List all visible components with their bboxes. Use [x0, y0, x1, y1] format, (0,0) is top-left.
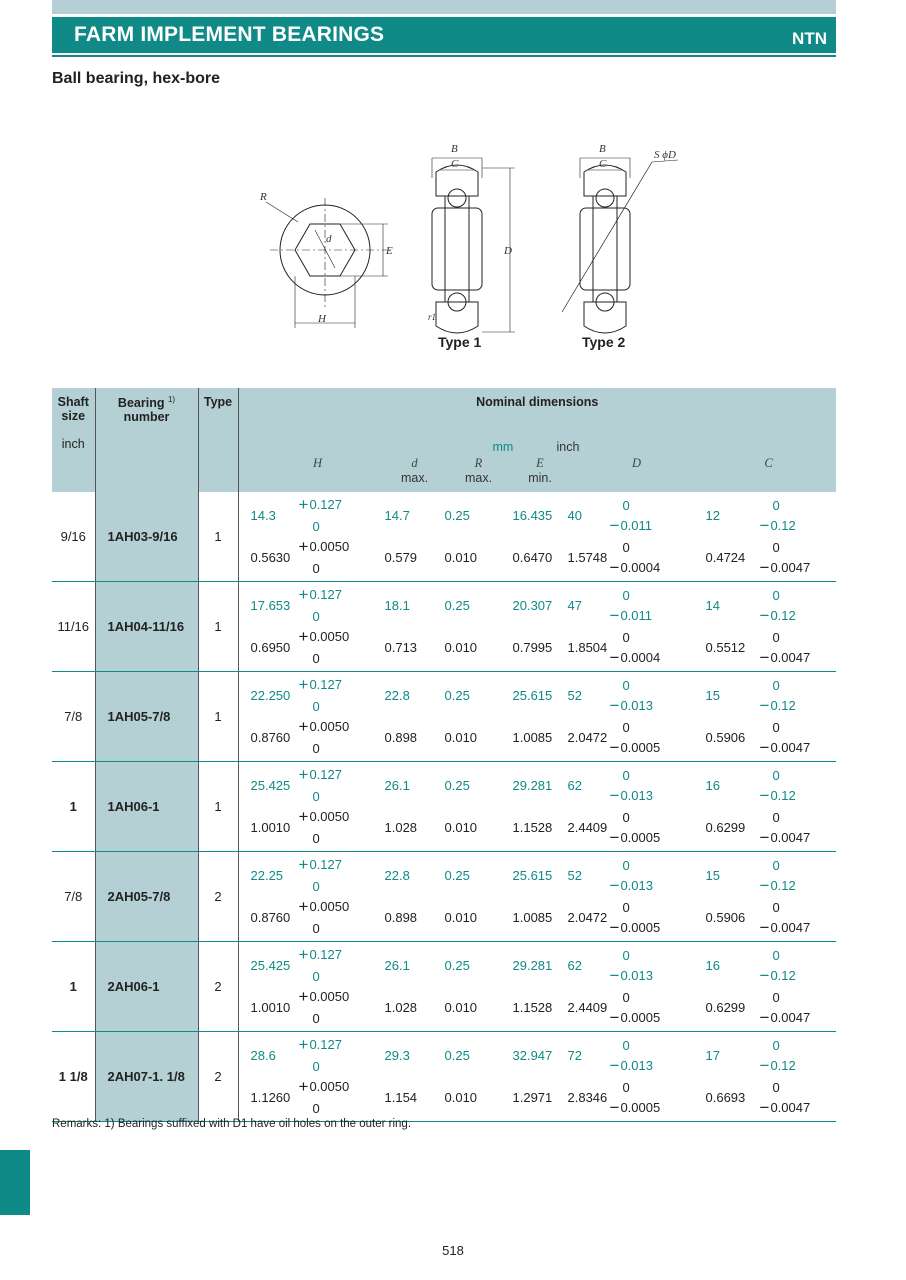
table-row	[52, 942, 836, 1032]
cell-d-mm: 22.8	[384, 688, 410, 703]
cell-D-in-tol-up: 0	[622, 989, 630, 1005]
cell-E-mm: 25.615	[512, 868, 553, 883]
section-title: FARM IMPLEMENT BEARINGS	[74, 23, 385, 46]
cell-type: 2	[198, 852, 238, 942]
cell-C-mm-tol-up: 0	[772, 1037, 780, 1053]
cell-E-in: 1.1528	[512, 820, 553, 835]
cell-C-in-tol-up: 0	[772, 899, 780, 915]
cell-C-mm: 17	[705, 1048, 720, 1063]
header-col-R: R	[474, 456, 483, 470]
cell-C-in-tol-up: 0	[772, 539, 780, 555]
cell-C-mm: 15	[705, 868, 720, 883]
cell-d-in: 1.154	[384, 1090, 418, 1105]
tol-value: 0.127	[309, 857, 342, 872]
cell-C-mm-tol-up: 0	[772, 857, 780, 873]
cell-R-in: 0.010	[444, 640, 478, 655]
tol-value: 0.0050	[309, 809, 350, 824]
tol-value: 0.127	[309, 497, 342, 512]
cell-d-mm: 26.1	[384, 778, 410, 793]
cell-D-in: 1.5748	[567, 550, 608, 565]
cell-C-in-tol-up: 0	[772, 629, 780, 645]
cell-C-in-tol-up: 0	[772, 719, 780, 735]
cell-d-mm: 22.8	[384, 868, 410, 883]
tol-value: 0.0005	[620, 920, 661, 935]
cell-H-mm-tol-lo: 0	[312, 788, 320, 804]
cell-D-mm: 72	[567, 1048, 582, 1063]
tol-value: 0.011	[620, 608, 653, 623]
tol-value: 0.0047	[770, 1100, 811, 1115]
cell-type: 1	[198, 762, 238, 852]
cell-bearing-number: 2AH06-1	[95, 942, 198, 1032]
cell-bearing-number: 1AH03-9/16	[95, 492, 198, 582]
cell-D-mm: 47	[567, 598, 582, 613]
cell-d-mm: 26.1	[384, 958, 410, 973]
cell-H-mm: 17.653	[250, 598, 291, 613]
cell-E-mm: 32.947	[512, 1048, 553, 1063]
cell-D-in-tol-up: 0	[622, 629, 630, 645]
cell-C-mm: 16	[705, 778, 720, 793]
remarks: Remarks: 1) Bearings suffixed with D1 have oil holes on the outer ring.	[52, 1118, 412, 1130]
cell-R-in: 0.010	[444, 1090, 478, 1105]
bearing-diagram	[240, 130, 690, 360]
header-col-H: H	[312, 456, 323, 470]
cell-d-in: 0.898	[384, 910, 418, 925]
header-col-E: E	[536, 456, 544, 470]
cell-dimensions: 22.250 + 0.127 22.8 0.25 25.615 52 0 15 0 0 − 0.013 − 0.12 0.8760 + 0.0050 0.898 0.010 1.0085 2.0472 0 0.5906 0 0 − 0.0005 − 0.0047	[238, 672, 836, 762]
table-row	[52, 762, 836, 852]
tol-value: 0.0047	[770, 740, 811, 755]
cell-E-in: 1.1528	[512, 1000, 553, 1015]
cell-H-in-tol-lo: 0	[312, 740, 320, 756]
tol-value: 0.127	[309, 587, 342, 602]
cell-R-in: 0.010	[444, 550, 478, 565]
cell-R-in: 0.010	[444, 910, 478, 925]
cell-E-in: 1.0085	[512, 730, 553, 745]
cell-D-in-tol-up: 0	[622, 1079, 630, 1095]
tol-value: 0.12	[770, 1058, 796, 1073]
cell-H-mm: 22.250	[250, 688, 291, 703]
cell-type: 2	[198, 942, 238, 1032]
cell-bearing-number: 2AH07-1. 1/8	[95, 1032, 198, 1122]
cell-H-in: 1.0010	[250, 820, 291, 835]
tol-value: 0.0050	[309, 989, 350, 1004]
cell-H-in-tol-lo: 0	[312, 650, 320, 666]
cell-E-mm: 29.281	[512, 778, 553, 793]
cell-R-mm: 0.25	[444, 1048, 470, 1063]
cell-D-mm-tol-up: 0	[622, 1037, 630, 1053]
cell-H-mm-tol-lo: 0	[312, 698, 320, 714]
header-col-R-sub: max.	[464, 471, 493, 485]
cell-bearing-number: 2AH05-7/8	[95, 852, 198, 942]
cell-C-in-tol-up: 0	[772, 1079, 780, 1095]
tol-value: 0.0050	[309, 1079, 350, 1094]
cell-D-mm: 52	[567, 688, 582, 703]
tol-value: 0.127	[309, 677, 342, 692]
cell-D-in-tol-up: 0	[622, 899, 630, 915]
tol-value: 0.011	[620, 518, 653, 533]
tol-value: 0.0050	[309, 539, 350, 554]
tol-value: 0.0047	[770, 920, 811, 935]
tol-value: 0.12	[770, 608, 796, 623]
cell-C-mm-tol-up: 0	[772, 587, 780, 603]
cell-H-mm-tol-lo: 0	[312, 518, 320, 534]
cell-C-in: 0.6693	[705, 1090, 746, 1105]
label-C-type2: C	[599, 158, 607, 170]
cell-H-in: 1.1260	[250, 1090, 291, 1105]
header-bearing-label2: number	[123, 410, 170, 425]
tol-value: 0.12	[770, 878, 796, 893]
cell-R-mm: 0.25	[444, 508, 470, 523]
cell-H-mm: 25.425	[250, 778, 291, 793]
label-B-type1: B	[451, 143, 458, 155]
bearing-table	[52, 388, 836, 1122]
cell-D-in: 1.8504	[567, 640, 608, 655]
header-col-E-sub: min.	[528, 471, 552, 485]
tol-value: 0.0050	[309, 629, 350, 644]
cell-type: 2	[198, 1032, 238, 1122]
cell-R-mm: 0.25	[444, 598, 470, 613]
cell-E-in: 0.7995	[512, 640, 553, 655]
header-bearing-label: Bearing	[117, 396, 165, 411]
cell-D-mm: 52	[567, 868, 582, 883]
cell-C-mm: 16	[705, 958, 720, 973]
tol-value: 0.013	[620, 698, 653, 713]
tol-value: 0.12	[770, 968, 796, 983]
cell-d-mm: 14.7	[384, 508, 410, 523]
tol-value: 0.0047	[770, 1010, 811, 1025]
header-unit-mm: mm	[492, 440, 514, 454]
type2-caption: Type 2	[582, 334, 626, 350]
tol-value: 0.12	[770, 518, 796, 533]
tol-value: 0.0005	[620, 740, 661, 755]
table-row	[52, 672, 836, 762]
header-col-D: D	[631, 456, 642, 470]
tol-value: 0.0004	[620, 650, 661, 665]
brand-logo: NTN	[792, 29, 827, 48]
tol-value: 0.013	[620, 1058, 653, 1073]
cell-H-mm: 22.25	[250, 868, 284, 883]
cell-H-in-tol-lo: 0	[312, 560, 320, 576]
cell-H-in-tol-lo: 0	[312, 830, 320, 846]
cell-D-mm-tol-up: 0	[622, 767, 630, 783]
cell-dimensions: 25.425 + 0.127 26.1 0.25 29.281 62 0 16 0 0 − 0.013 − 0.12 1.0010 + 0.0050 1.028 0.010 1.1528 2.4409 0 0.6299 0 0 − 0.0005 − 0.0047	[238, 762, 836, 852]
table-row	[52, 1032, 836, 1122]
cell-C-in: 0.4724	[705, 550, 746, 565]
cell-d-in: 1.028	[384, 1000, 418, 1015]
header-col-d-sub: max.	[400, 471, 429, 485]
tol-value: 0.013	[620, 968, 653, 983]
cell-H-mm-tol-lo: 0	[312, 968, 320, 984]
cell-D-mm: 62	[567, 958, 582, 973]
tol-value: 0.0004	[620, 560, 661, 575]
cell-D-in: 2.4409	[567, 1000, 608, 1015]
tol-value: 0.127	[309, 767, 342, 782]
cell-d-in: 0.579	[384, 550, 418, 565]
cell-C-mm: 14	[705, 598, 720, 613]
cell-D-in-tol-up: 0	[622, 719, 630, 735]
cell-E-in: 1.0085	[512, 910, 553, 925]
cell-R-in: 0.010	[444, 1000, 478, 1015]
cell-H-mm: 28.6	[250, 1048, 276, 1063]
header-shaft-label: Shaft size	[57, 395, 89, 423]
cell-H-in-tol-lo: 0	[312, 1010, 320, 1026]
tol-value: 0.0005	[620, 1100, 661, 1115]
cell-C-mm-tol-up: 0	[772, 677, 780, 693]
cell-C-in-tol-up: 0	[772, 809, 780, 825]
cell-R-in: 0.010	[444, 730, 478, 745]
cell-H-in: 0.5630	[250, 550, 291, 565]
tol-value: 0.0050	[309, 899, 350, 914]
cell-shaft: 1	[52, 762, 95, 852]
label-R: R	[260, 191, 267, 203]
cell-shaft: 1 1/8	[52, 1032, 95, 1122]
cell-E-mm: 29.281	[512, 958, 553, 973]
cell-H-in: 0.6950	[250, 640, 291, 655]
label-r1: r1	[428, 312, 437, 322]
cell-D-mm: 62	[567, 778, 582, 793]
cell-D-in-tol-up: 0	[622, 809, 630, 825]
cell-dimensions: 22.25 + 0.127 22.8 0.25 25.615 52 0 15 0 0 − 0.013 − 0.12 0.8760 + 0.0050 0.898 0.010 1.0085 2.0472 0 0.5906 0 0 − 0.0005 − 0.0047	[238, 852, 836, 942]
cell-d-in: 0.898	[384, 730, 418, 745]
cell-D-mm-tol-up: 0	[622, 677, 630, 693]
cell-C-mm-tol-up: 0	[772, 497, 780, 513]
header-nominal	[238, 388, 836, 492]
cell-d-in: 0.713	[384, 640, 418, 655]
cell-E-mm: 20.307	[512, 598, 553, 613]
cell-H-in-tol-lo: 0	[312, 1100, 320, 1116]
tol-value: 0.127	[309, 947, 342, 962]
cell-C-in: 0.5906	[705, 730, 746, 745]
cell-C-mm: 12	[705, 508, 720, 523]
tol-value: 0.0047	[770, 830, 811, 845]
cell-C-in: 0.6299	[705, 1000, 746, 1015]
table-row	[52, 582, 836, 672]
cell-D-in-tol-up: 0	[622, 539, 630, 555]
cell-C-in: 0.6299	[705, 820, 746, 835]
cell-shaft: 1	[52, 942, 95, 1032]
cell-E-mm: 25.615	[512, 688, 553, 703]
tol-value: 0.127	[309, 1037, 342, 1052]
cell-C-mm-tol-up: 0	[772, 947, 780, 963]
header-type	[198, 388, 238, 492]
cell-D-mm-tol-up: 0	[622, 587, 630, 603]
top-band	[52, 0, 836, 14]
tol-value: 0.0050	[309, 719, 350, 734]
cell-H-in: 1.0010	[250, 1000, 291, 1015]
cell-d-mm: 29.3	[384, 1048, 410, 1063]
cell-R-mm: 0.25	[444, 958, 470, 973]
cell-type: 1	[198, 582, 238, 672]
section-header	[52, 17, 836, 53]
cell-C-in-tol-up: 0	[772, 989, 780, 1005]
cell-H-in-tol-lo: 0	[312, 920, 320, 936]
cell-C-in: 0.5906	[705, 910, 746, 925]
tol-value: 0.12	[770, 698, 796, 713]
cell-R-in: 0.010	[444, 820, 478, 835]
cell-H-mm-tol-lo: 0	[312, 1058, 320, 1074]
bearing-drawing	[240, 130, 690, 360]
table-row	[52, 492, 836, 582]
tol-value: 0.013	[620, 788, 653, 803]
cell-D-in: 2.0472	[567, 910, 608, 925]
cell-bearing-number: 1AH05-7/8	[95, 672, 198, 762]
cell-shaft: 7/8	[52, 852, 95, 942]
cell-C-mm: 15	[705, 688, 720, 703]
header-nominal-label: Nominal dimensions	[476, 395, 599, 409]
cell-H-mm: 25.425	[250, 958, 291, 973]
header-col-d: d	[411, 456, 418, 470]
tol-value: 0.0047	[770, 650, 811, 665]
cell-shaft: 7/8	[52, 672, 95, 762]
cell-dimensions: 28.6 + 0.127 29.3 0.25 32.947 72 0 17 0 0 − 0.013 − 0.12 1.1260 + 0.0050 1.154 0.010 1.2971 2.8346 0 0.6693 0 0 − 0.0005 − 0.0047	[238, 1032, 836, 1122]
label-C-type1: C	[451, 158, 459, 170]
cell-H-in: 0.8760	[250, 910, 291, 925]
cell-shaft: 9/16	[52, 492, 95, 582]
tol-value: 0.0005	[620, 1010, 661, 1025]
page-number: 518	[442, 1243, 464, 1258]
label-d: d	[326, 233, 332, 245]
cell-d-mm: 18.1	[384, 598, 410, 613]
tol-value: 0.0005	[620, 830, 661, 845]
cell-H-mm-tol-lo: 0	[312, 608, 320, 624]
cell-bearing-number: 1AH06-1	[95, 762, 198, 852]
label-E: E	[386, 245, 393, 257]
label-SphiD: S ϕD	[654, 149, 676, 161]
cell-d-in: 1.028	[384, 820, 418, 835]
header-unit-inch: inch	[556, 440, 580, 454]
cell-E-mm: 16.435	[512, 508, 553, 523]
page-subtitle: Ball bearing, hex-bore	[52, 70, 221, 87]
type1-caption: Type 1	[438, 334, 482, 350]
cell-H-mm: 14.3	[250, 508, 276, 523]
label-D-type1: D	[504, 245, 512, 257]
tol-value: 0.013	[620, 878, 653, 893]
cell-E-in: 0.6470	[512, 550, 553, 565]
cell-dimensions: 17.653 + 0.127 18.1 0.25 20.307 47 0 14 0 0 − 0.011 − 0.12 0.6950 + 0.0050 0.713 0.010 0.7995 1.8504 0 0.5512 0 0 − 0.0004 − 0.0047	[238, 582, 836, 672]
cell-C-mm-tol-up: 0	[772, 767, 780, 783]
cell-D-mm-tol-up: 0	[622, 497, 630, 513]
header-bearing-note: 1)	[167, 395, 176, 404]
header-col-C: C	[764, 456, 773, 470]
cell-D-in: 2.8346	[567, 1090, 608, 1105]
cell-H-mm-tol-lo: 0	[312, 878, 320, 894]
cell-H-in: 0.8760	[250, 730, 291, 745]
cell-D-mm: 40	[567, 508, 582, 523]
cell-bearing-number: 1AH04-11/16	[95, 582, 198, 672]
tol-value: 0.0047	[770, 560, 811, 575]
cell-dimensions: 14.3 + 0.127 14.7 0.25 16.435 40 0 12 0 0 − 0.011 − 0.12 0.5630 + 0.0050 0.579 0.010 0.6470 1.5748 0 0.4724 0 0 − 0.0004 − 0.0047	[238, 492, 836, 582]
tol-value: 0.12	[770, 788, 796, 803]
cell-R-mm: 0.25	[444, 868, 470, 883]
label-H: H	[318, 313, 326, 325]
cell-E-in: 1.2971	[512, 1090, 553, 1105]
header-bearing	[95, 388, 198, 492]
cell-R-mm: 0.25	[444, 688, 470, 703]
header-shaft-unit: inch	[61, 437, 85, 451]
cell-C-in: 0.5512	[705, 640, 746, 655]
table-row	[52, 852, 836, 942]
cell-D-mm-tol-up: 0	[622, 947, 630, 963]
header-shaft	[52, 388, 95, 492]
cell-D-in: 2.4409	[567, 820, 608, 835]
header-rule	[52, 55, 836, 57]
side-tab	[0, 1150, 30, 1215]
cell-D-mm-tol-up: 0	[622, 857, 630, 873]
cell-type: 1	[198, 672, 238, 762]
cell-R-mm: 0.25	[444, 778, 470, 793]
label-B-type2: B	[599, 143, 606, 155]
header-type-label: Type	[203, 395, 233, 409]
cell-shaft: 11/16	[52, 582, 95, 672]
cell-dimensions: 25.425 + 0.127 26.1 0.25 29.281 62 0 16 0 0 − 0.013 − 0.12 1.0010 + 0.0050 1.028 0.010 1.1528 2.4409 0 0.6299 0 0 − 0.0005 − 0.0047	[238, 942, 836, 1032]
cell-type: 1	[198, 492, 238, 582]
cell-D-in: 2.0472	[567, 730, 608, 745]
